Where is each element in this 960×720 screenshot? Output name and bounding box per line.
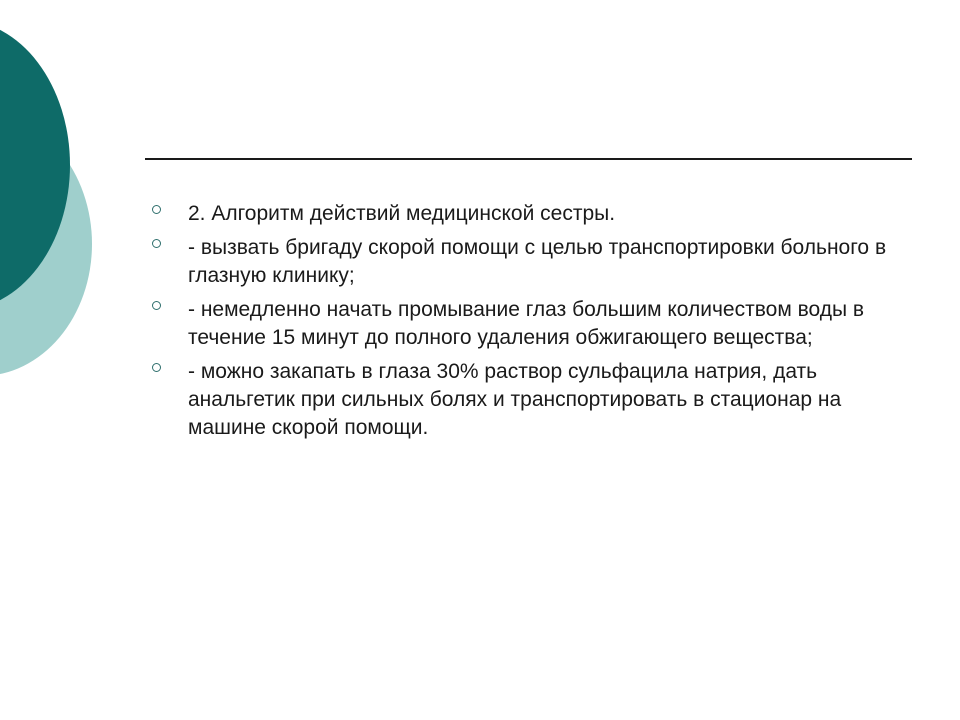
bullet-item (152, 234, 892, 290)
title-divider-line (145, 158, 912, 160)
circle-bullet-icon (152, 363, 161, 372)
circle-bullet-icon (152, 239, 161, 248)
bullet-text: - вызвать бригаду скорой помощи с целью транспортировки больного в глазную клинику; (188, 236, 887, 287)
bullet-text: - можно закапать в глаза 30% раствор сульфацила натрия, дать анальгетик при сильных болях и транспортировать в стационар на машине скорой помощи. (188, 360, 842, 439)
bullet-text: - немедленно начать промывание глаз большим количеством воды в течение 15 минут до полного удаления обжигающего вещества; (188, 298, 865, 349)
bullet-list (152, 200, 892, 448)
bullet-text: 2. Алгоритм действий медицинской сестры. (188, 202, 616, 225)
bullet-item (152, 358, 892, 442)
bullet-item (152, 296, 892, 352)
circle-bullet-icon (152, 205, 161, 214)
circle-bullet-icon (152, 301, 161, 310)
bullet-item (152, 200, 892, 228)
